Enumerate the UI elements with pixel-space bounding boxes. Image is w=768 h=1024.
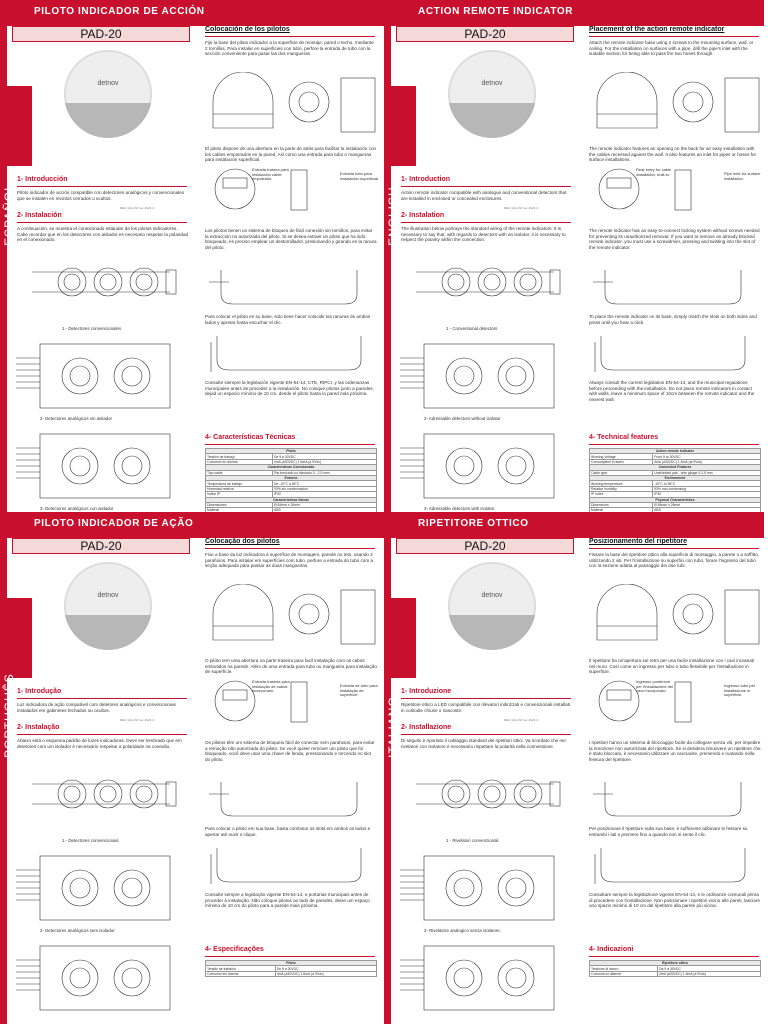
placement-text-3: I ripetitori hanno un sistema di bloccaggio facile da collegare senza viti, per impedire la rimozione non autorizzata del ripetitore. Se si desidera rimuovere un ripetitore che è stato bloccato, è necessario utilizzare un cacciavite, premendo e ruotando nella fessura del ripetitore. [589,740,761,762]
spec-label: Working temperature [590,481,653,486]
spec-label: Consumo in allarme [590,971,658,976]
divider [589,956,759,957]
section-install-heading: 2- Installazione [401,724,452,731]
wiring-diagram-conventional [414,252,564,316]
placement-text-4: Para colocar o piloto em sua base, basta combinar os slots em ambos os lados e apertar até ouvir o clique. [205,826,371,837]
wiring-diagram-isolator [14,940,184,1016]
placement-text-3: Los pilotos tienen un sistema de bloqueo de fácil conexión sin tornillos, para evitar la extracción no autorizada del piloto. Si se desea extraer un piloto que ha sido bloqueado, es preciso emplear un destornillador, presionando y girando en la ranura del piloto. [205,228,377,250]
spec-label: Tensión de trabajo [206,454,273,459]
section-tech-heading: 4- Especificações [205,946,264,953]
spec-label: Working Voltage [590,454,653,459]
placement-heading: Placement of the action remote indicator [589,26,725,33]
spec-value: 4mA (a30VDC) 1.6mA (a 9Vdc) [275,971,376,976]
page-title: PILOTO INDICADOR DE ACCIÓN [34,6,205,17]
spec-header: Piloto [206,961,377,966]
spec-label: Consumo em alarme [206,971,276,976]
spec-value: Ø 84mm x 26mm [653,502,761,507]
caption-no-isolator: 2- Rivelatore analogico senza isolatore. [424,928,501,933]
caption-isolator: 3- Adressable detectors with isolator [424,506,495,511]
spec-value: De 9 a 30VDC [275,966,376,971]
locking-diagram [205,262,377,310]
language-label: ENGLISH [386,186,400,246]
spec-header: Environment [590,475,761,480]
spec-table [205,960,377,977]
spec-label: Relative humidity [590,486,653,491]
spec-label: IP Index [590,492,653,497]
spec-value: ABS [272,508,376,512]
section-intro-heading: 1- Introduction [401,176,450,183]
spec-table [589,960,761,977]
spec-value: Da 9 a 30VDC [658,966,761,971]
spec-label: Tipo cable [206,470,273,475]
section-tech-heading: 4- Technical features [589,434,659,441]
caption-no-isolator: 2- Adressable detectors without isolator [424,416,501,421]
panel-pt [0,512,384,1024]
click-diagram [589,332,761,378]
caption-conventional: 1 - Detectores convencionais [62,838,119,843]
language-label: ITALIANO [386,696,400,758]
divider [589,444,759,445]
section-install-heading: 2- Instalação [17,724,60,731]
placement-text-1: Attach the remote indicator base using 2 screws to the mounting surface, wall, or ceiling. For the installation on surfaces with a pipe, drill the pipe's inlet with the suitable section for being able to pass the two hoses through. [589,40,754,57]
spec-label: Consumo en alarma [206,459,273,464]
locking-diagram [205,774,377,822]
panel-en [384,0,768,512]
spec-value: 93% non-condensing [653,486,761,491]
device-image [448,562,536,650]
placement-text-3: Os pilotos têm um sistema de bloqueio fácil de conectar sem parafusos, para evitar a remoção não autorizada do piloto. Se você quiser remover um piloto que foi bloqueado, você deve usar uma chave de fenda, pressionando e torcendo no slot do piloto. [205,740,375,762]
spec-label: Dimensiones [206,502,273,507]
caption-conventional: 1 - Rivelatori convenzionali [446,838,499,843]
placement-text-4: Para colocar el piloto en su base, solo tiene hacer coincidir las ranuras de ambos lados y apretar hasta escuchar el clic. [205,314,371,325]
spec-label: Temperatura de trabajo [206,481,273,486]
mounting-diagram [205,584,381,650]
brand-logo: detnov [481,592,503,599]
placement-text-1: Fissare la base del ripetitore ottico alla superficie di montaggio, a parete o a soffitto, utilizzando 2 viti. Per l'installazione su superfici con tubo, forare l'ingresso del tubo con la sezione adatta al passaggio dei due tubi. [589,552,759,569]
spec-header: Physical Characteristics [590,497,761,502]
locking-diagram [589,774,761,822]
spec-header: Entorno [206,475,377,480]
divider [17,698,187,699]
caption-conventional: 1 - Detectores convencionales [62,326,122,331]
spec-value: Par trenzado no blindado 0 - 2.5 mm² [272,470,376,475]
model-label: PAD-20 [396,26,574,42]
divider [17,734,187,735]
spec-value: De 9 a 30VDC [272,454,376,459]
placement-heading: Posizionamento del ripetitore [589,538,688,545]
placement-text-4: To place the remote indicator on its base, simply match the slots on both sides and press until you hear a click. [589,314,757,325]
divider [17,186,187,187]
wiring-diagram-no-isolator [14,338,184,414]
language-tab [0,86,32,246]
page-title: RIPETITORE OTTICO [418,518,529,529]
device-image [64,562,152,650]
placement-text-5: Always consult the current legislation EN-54-14, and the municipal regulations before proceeding with the installation. Do not place remote indicators in contact with walls, leave a minimum space of 10cm between the remote indicator and the nearest wall. [589,380,755,402]
language-label: PORTUGUÊS [2,673,16,758]
divider [589,548,759,549]
panel-it [384,512,768,1024]
placement-text-2: The remote indicator features an opening on the back for an easy installation with the cables recessed against the wall. It also features an inlet for pipes or hoses for surface installations. [589,146,756,163]
page-title: ACTION REMOTE INDICATOR [418,6,574,17]
label-pipe-inlet: Entrada de tubo para instalação de superfície. [340,683,378,698]
spec-value: 4mA (a30VDC) 1.6mA (a 9Vdc) [658,971,761,976]
label-rear-entry: Entrada traseira para instalação de cabos incorporado. [252,679,290,694]
spec-label: Tensão de trabalho [206,966,276,971]
click-diagram [205,844,377,890]
install-text: Di seguito è riportato il cablaggio standard dei ripetitori ottici. Va ricordato che nei rivelatori con isolatore è necessario rispettare la polarità nella connessione. [401,738,566,749]
reference: REF: 0Ax.197 rev 2024 rv [504,206,539,210]
spec-value: IP40 [653,492,761,497]
label-rear-entry: Rear entry for cable installation, built-in. [636,167,672,177]
spec-header: Piloto [206,449,377,454]
spec-header: Ripetitore ottico [590,961,761,966]
reference: REF: 0Ax.197 rev 2024 rv [504,718,539,722]
divider [589,36,759,37]
placement-text-1: Fije la base del piloto indicador a la superficie de montaje, pared o techo, mediante 2 tornillos. Para instalar en superficies con tubo, perfore la entrada de tubo con la sección conveniente para pasar las dos mangueras. [205,40,374,57]
mounting-diagram [205,72,381,138]
spec-value: Unshielded pair - wire gauge 0-2.5 mm [653,470,761,475]
divider [401,698,571,699]
spec-table [589,448,761,512]
spec-label: Tensione di lavoro [590,966,658,971]
divider [205,444,375,445]
label-pipe-inlet: Ingresso tubo per installazione in superficie. [724,683,756,698]
caption-no-isolator: 2- Detectores analógicos sin aislador [40,416,112,421]
mounting-diagram [589,72,765,138]
intro-text: Luz indicadora de ação compatível com detetores analógicos e convencionais instalados em gabinetes fechados ou ocultos. [17,702,176,713]
intro-text: Action remote indicator compatible with analogue and conventional detectors that are installed in enclosed or concealed enclosures. [401,190,567,201]
device-lens [64,615,152,650]
section-install-heading: 2- Instalación [17,212,62,219]
spec-header: Action remote indicator [590,449,761,454]
placement-text-3: The remote indicator has an easy-to-connect locking system without screws needed for preventing its unauthorized removal. If you want to remove an already blocked remote indicator, you must use a screwdriver, pressing and twisting into the slot of the remote indicator. [589,228,760,250]
divider [17,222,187,223]
spec-value: -10°C to 55°C [653,481,761,486]
device-lens [64,103,152,138]
placement-text-5: Consultare sempre la legislazione vigente EN-54-14, e le ordinanze comunali prima di procedere con l'installazione. Non posizionare i ripetitori vicino alle pareti, lasciare uno spazio minimo di 10 cm dal ripetitore alla parete più vicina. [589,892,760,909]
placement-text-5: Consulte siempre la legislación vigente EN-54-14, CTE, RIPCI, y las ordenanzas municipales antes de proceder a la instalación. No coloque pilotos junto a paredes, dejad un espacio mínimo de 10 cm. desde el piloto hasta la pared más próxima. [205,380,374,397]
wiring-diagram-no-isolator [398,338,568,414]
wiring-diagram-conventional [30,764,180,828]
placement-text-5: Consulte sempre a legislação vigente EN-54-14, e portarias municipais antes de proceder à instalação. Não coloque pilotos ao lado de paredes, deixe um espaço mínimo de 10 cm do piloto para a parede mais próxima. [205,892,370,909]
spec-label: Consumption in alarm [590,459,653,464]
language-tab [0,598,32,758]
divider [401,186,571,187]
label-rear-entry: Entrada trasera para instalación cable empotrado. [252,167,289,182]
device-image [448,50,536,138]
divider [401,734,571,735]
device-image [64,50,152,138]
placement-text-2: Il ripetitore ha un'apertura sul retro per una facile installazione con i cavi incassati nel muro. Così come un ingresso per tubo o tubo flessibile per l'installazione in superficie. [589,658,755,675]
section-install-heading: 2- Instalation [401,212,445,219]
caption-conventional: 1 - Conventional detectors [446,326,498,331]
spec-label: Humedad relativa [206,486,273,491]
model-label: PAD-20 [12,26,190,42]
spec-value: From 9 to 30VDC [653,454,761,459]
placement-text-2: O piloto tem uma abertura na parte traseira para facil instalação com os cabos embutidos na parede. Além de uma entrada para tubo ou mangueira para instalação de superfície. [205,658,377,675]
spec-label: Dimensions [590,502,653,507]
language-tab [384,86,416,246]
spec-value: ABS [653,508,761,512]
divider [205,36,375,37]
wiring-diagram-conventional [414,764,564,828]
model-label: PAD-20 [396,538,574,554]
click-diagram [205,332,377,378]
intro-text: Ripetitore ottico a LED compatibile con rilevatori indirizzati e convenzionali installati in custodie chiuse o nascoste. [401,702,571,713]
spec-label: Material [590,508,653,512]
wiring-diagram-no-isolator [398,850,568,926]
device-lens [448,615,536,650]
placement-heading: Colocación de los pilotos [205,26,290,33]
placement-heading: Colocação dos pilotos [205,538,280,545]
section-intro-heading: 1- Introducción [17,176,68,183]
spec-value: 4mA (a30VDC) 1.6mA (at 9Vdc) [653,459,761,464]
language-label: ESPAÑOL [2,183,16,246]
device-lens [448,103,536,138]
divider [205,548,375,549]
mounting-diagram [589,584,765,650]
page-title: PILOTO INDICADOR DE AÇÃO [34,518,194,529]
install-text: Abaixo está o esquema padrão de luzes indicadoras. Deve ser lembrado que em detetores com um isolador é necessário respeitar a polaridade na conexão. [17,738,182,749]
spec-label: Indice IP [206,492,273,497]
panel-es [0,0,384,512]
spec-label: Cable type [590,470,653,475]
spec-value: De -10°C a 55°C [272,481,376,486]
placement-text-1: Fixe a base da luz indicadora à superfície de montagem, parede ou teto, usando 2 parafusos. Para instalar em superfícies com tubo, perfure a entrada do tubo com a seção adequada para passar as duas mangueiras. [205,552,374,569]
label-pipe-inlet: Entrada tubo para instalación superficial. [340,171,380,181]
wiring-diagram-conventional [30,252,180,316]
spec-value: 4mA (a30VDC) 1.6mA (a 9Vdc) [272,459,376,464]
brand-logo: detnov [97,592,119,599]
install-text: The illustration below portrays the standard wiring of the remote indicators. It is necessary to say that, with regards to detectors with an isolator, it is necessary to respect the polarity within the connection. [401,226,566,243]
intro-text: Piloto indicador de acción compatible con detectores analógicos y convencionales que se instalen en recintos cerrados u ocultos. [17,190,185,201]
wiring-diagram-no-isolator [14,850,184,926]
model-label: PAD-20 [12,538,190,554]
brand-logo: detnov [97,80,119,87]
install-text: A continuación, se muestra el conexionado estándar de los pilotos indicadores. Cabe recordar que en los detectores con aislador es necesario respetar la polaridad en el conexionado. [17,226,189,243]
label-pipe-inlet: Pipe inlet for surface installation. [724,171,761,181]
placement-text-2: El piloto dispone de una abertura en la parte de atrás para facilitar la instalación con los cables empotrados en la pared. Así como una entrada para tubo o mangueras para instalación superficial. [205,146,377,163]
brand-logo: detnov [481,80,503,87]
section-tech-heading: 4- Características Técnicas [205,434,296,441]
section-intro-heading: 1- Introduzione [401,688,452,695]
caption-no-isolator: 2- Detectores analógicos sem isolador [40,928,115,933]
spec-value: IP40 [272,492,376,497]
placement-text-4: Per posizionare il ripetitore sulla sua base, è sufficiente abbinare le fessure su entrambi i lati e premere fino a quando non si sente il clic. [589,826,748,837]
wiring-diagram-isolator [398,940,568,1016]
reference: REF: 0Ax.197 rev 2024 rv [120,206,155,210]
spec-header: Características físicas [206,497,377,502]
section-intro-heading: 1- Introdução [17,688,62,695]
section-tech-heading: 4- Indicazioni [589,946,634,953]
reference: REF: 0Ax.197 rev 2024 rv [120,718,155,722]
spec-header: Connected Features [590,465,761,470]
click-diagram [589,844,761,890]
spec-table [205,448,377,512]
wiring-diagram-isolator [398,428,568,504]
wiring-diagram-isolator [14,428,184,504]
language-tab [384,598,416,758]
locking-diagram [589,262,761,310]
caption-isolator: 3- Detectores analógicos con aislador [40,506,114,511]
spec-header: Características Conexionado [206,465,377,470]
label-rear-entry: Ingresso posteriore per l'installazione del cavo incorporato. [636,679,674,694]
divider [401,222,571,223]
spec-value: 93% sin condensación [272,486,376,491]
spec-label: Material [206,508,273,512]
divider [205,956,375,957]
spec-value: Ø 84mm x 26mm [272,502,376,507]
